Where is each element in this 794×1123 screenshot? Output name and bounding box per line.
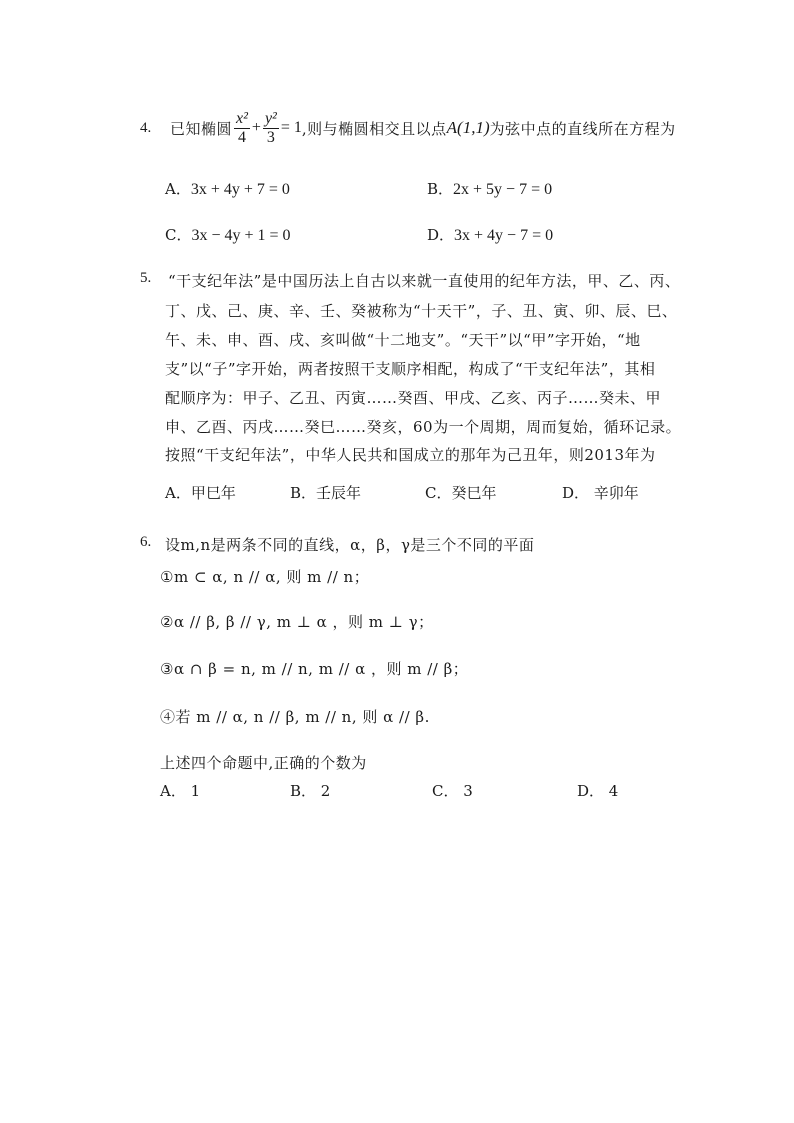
q4-option-d [427,224,553,245]
q5-option-c: C．癸巳年 [425,484,497,502]
q5-option-d: D． 辛卯年 [562,484,639,502]
q4-frac1-numerator: x² [236,109,248,127]
q4-plus: + [251,119,261,136]
q4-frac2-denominator: 3 [266,128,275,146]
q6-option-b: B． 2 [290,782,331,800]
q6-question: 上述四个命题中,正确的个数为 [160,754,367,772]
q5-line-5: 配顺序为：甲子、乙丑、丙寅……癸酉、甲戌、乙亥、丙子……癸未、甲 [165,389,662,407]
q5-line-3: 午、未、申、酉、戌、亥叫做“十二地支”。“天干”以“甲”字开始，“地 [165,331,641,349]
q4-option-b [427,178,552,199]
q4-option-a [165,178,290,199]
q6-proposition-3: ③α ∩ β = n, m // n, m // α ，则 m // β； [160,660,469,678]
q4-option-c-text: 3x − 4y + 1 = 0 [191,227,291,244]
q6-option-c: C． 3 [432,782,473,800]
q4-point: A(1,1) [446,118,490,137]
q4-fraction-x [234,110,250,147]
q6-option-d: D． 4 [577,782,619,800]
q6-option-a: A． 1 [160,782,201,800]
q4-option-b-text: 2x + 5y − 7 = 0 [453,181,553,198]
q5-number: 5. [140,270,152,286]
q4-stem-suffix: 为弦中点的直线所在方程为 [489,119,676,138]
q5-line-6: 申、乙酉、丙戌……癸巳……癸亥，60为一个周期，周而复始，循环记录。 [165,418,682,436]
q4-frac1-denominator: 4 [237,128,246,146]
q5-line-4: 支”以“子”字开始，两者按照干支顺序相配，构成了“干支纪年法”，其相 [165,360,656,378]
q4-number: 4. [140,120,152,136]
q5-line-2: 丁、戊、己、庚、辛、壬、癸被称为“十天干”，子、丑、寅、卯、辰、巳、 [165,302,678,320]
q6-stem: 设m,n是两条不同的直线，α，β，γ是三个不同的平面 [165,536,535,554]
q6-proposition-1: ①m ⊂ α, n // α, 则 m // n； [160,568,370,586]
q4-option-d-label: D． [427,226,455,244]
q4-option-c [165,224,291,245]
q5-option-b: B．壬辰年 [290,484,362,502]
q5-line-7: 按照“干支纪年法”，中华人民共和国成立的那年为己丑年，则2013年为 [165,446,656,464]
q4-fraction-y [263,110,279,147]
q4-option-b-label: B． [427,180,454,198]
q5-option-a: A．甲巳年 [165,484,236,502]
q4-stem-middle: ,则与椭圆相交且以点 [301,119,447,138]
q6-number: 6. [140,534,152,550]
q4-stem-prefix: 已知椭圆 [170,119,233,138]
q4-option-d-text: 3x + 4y − 7 = 0 [454,227,554,244]
q4-stem [170,106,676,150]
q4-option-a-label: A． [165,180,191,198]
q6-proposition-4: ④若 m // α, n // β, m // n, 则 α // β. [160,708,430,726]
q4-option-a-text: 3x + 4y + 7 = 0 [190,181,290,198]
q5-line-1: “干支纪年法”是中国历法上自古以来就一直使用的纪年方法，甲、乙、丙、 [168,272,681,290]
q4-equals-one: = 1 [280,119,302,136]
q4-frac2-numerator: y² [264,109,277,127]
q4-option-c-label: C． [165,226,192,244]
q6-proposition-2: ②α // β, β // γ, m ⊥ α ，则 m ⊥ γ； [160,613,434,631]
